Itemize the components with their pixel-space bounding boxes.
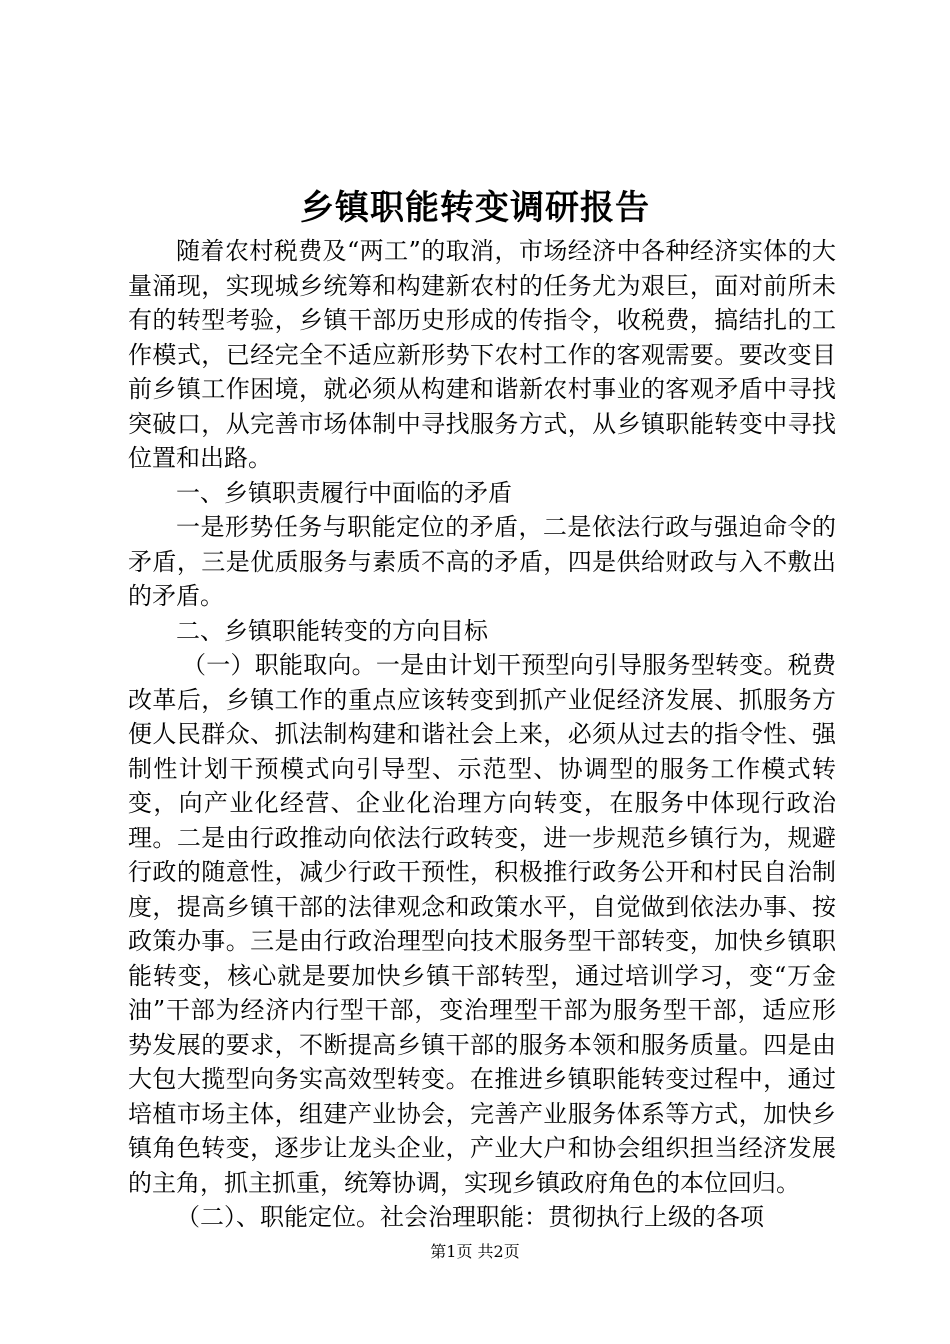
subsection-1-paragraph: （一）职能取向。一是由计划干预型向引导服务型转变。税费改革后，乡镇工作的重点应该转变到抓产业促经济发展、抓服务方便人民群众、抓法制构建和谐社会上来，必须从过去的指令性、强制性计划干预模式向引导型、示范型、协调型的服务工作模式转变，向产业化经营、企业化治理方向转变，在服务中体现行政治理。二是由行政推动向依法行政转变，进一步规范乡镇行为，规避行政的随意性，减少行政干预性，积极推行政务公开和村民自治制度，提高乡镇干部的法律观念和政策水平，自觉做到依法办事、按政策办事。三是由行政治理型向技术服务型干部转变，加快乡镇职能转变，核心就是要加快乡镇干部转型，通过培训学习，变“万金油”干部为经济内行型干部，变治理型干部为服务型干部，适应形势发展的要求，不断提高乡镇干部的服务本领和服务质量。四是由大包大揽型向务实高效型转变。在推进乡镇职能转变过程中，通过培植市场主体，组建产业协会，完善产业服务体系等方式，加快乡镇角色转变，逐步让龙头企业，产业大户和协会组织担当经济发展的主角，抓主抓重，统筹协调，实现乡镇政府角色的本位回归。 xyxy=(128,651,836,1197)
page-footer: 第1页 共2页 xyxy=(430,1242,520,1261)
section-heading-1: 一、乡镇职责履行中面临的矛盾 xyxy=(176,478,512,507)
section-1-paragraph: 一是形势任务与职能定位的矛盾，二是依法行政与强迫命令的矛盾，三是优质服务与素质不高的矛盾，四是供给财政与入不敷出的矛盾。 xyxy=(128,513,836,610)
document-title: 乡镇职能转变调研报告 xyxy=(300,188,650,228)
subsection-2-paragraph: （二）、职能定位。社会治理职能：贯彻执行上级的各项 xyxy=(176,1203,764,1231)
document-body xyxy=(128,234,836,1235)
intro-paragraph: 随着农村税费及“两工”的取消，市场经济中各种经济实体的大量涌现，实现城乡统筹和构建新农村的任务尤为艰巨，面对前所未有的转型考验，乡镇干部历史形成的传指令，收税费，搞结扎的工作模式，已经完全不适应新形势下农村工作的客观需要。要改变目前乡镇工作困境，就必须从构建和谐新农村事业的客观矛盾中寻找突破口，从完善市场体制中寻找服务方式，从乡镇职能转变中寻找位置和出路。 xyxy=(128,237,836,472)
section-heading-2: 二、乡镇职能转变的方向目标 xyxy=(176,616,488,645)
